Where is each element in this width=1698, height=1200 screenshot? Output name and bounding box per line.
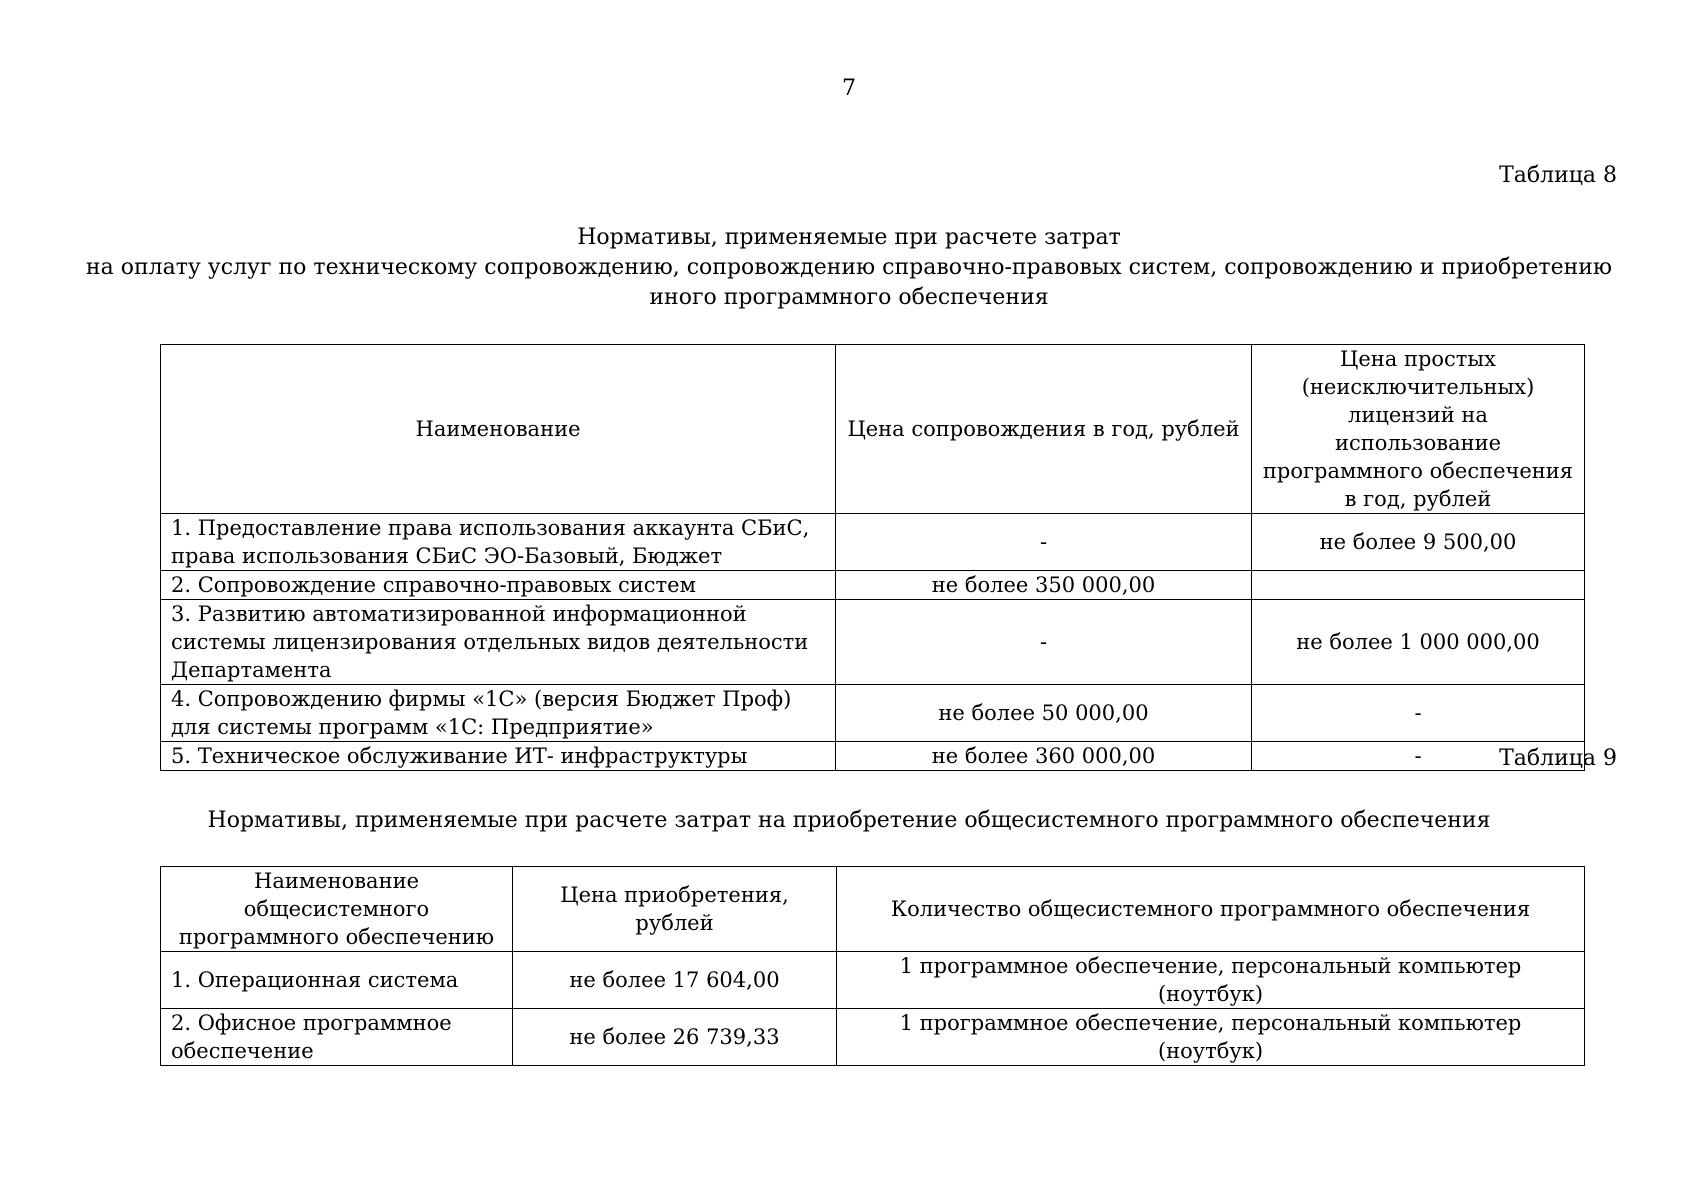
table8-header-support-price: Цена сопровождения в год, рублей — [836, 345, 1252, 514]
row-support-price: - — [836, 514, 1252, 571]
row-name: 2. Сопровождение справочно-правовых систем — [161, 571, 836, 600]
table9-header-row — [161, 867, 1585, 952]
row-name: 4. Сопровождению фирмы «1С» (версия Бюджет Проф) для системы программ «1С: Предприятие» — [161, 685, 836, 742]
row-license-price: не более 9 500,00 — [1252, 514, 1585, 571]
row-name: 5. Техническое обслуживание ИТ- инфраструктуры — [161, 742, 836, 771]
row-support-price: - — [836, 600, 1252, 685]
row-support-price: не более 50 000,00 — [836, 685, 1252, 742]
row-license-price: - — [1252, 742, 1585, 771]
table-row — [161, 952, 1585, 1009]
row-support-price: не более 350 000,00 — [836, 571, 1252, 600]
row-license-price — [1252, 571, 1585, 600]
table8-label: Таблица 8 — [1499, 163, 1617, 188]
table8-header-row — [161, 345, 1585, 514]
table-row — [161, 742, 1585, 771]
table-row — [161, 685, 1585, 742]
table-row — [161, 571, 1585, 600]
row-quantity: 1 программное обеспечение, персональный компьютер (ноутбук) — [837, 952, 1585, 1009]
table-row — [161, 600, 1585, 685]
table8-header-license-price: Цена простых (неисключительных) лицензий на использование программного обеспечения в год, рублей — [1252, 345, 1585, 514]
row-name: 1. Операционная система — [161, 952, 513, 1009]
table9-header-name: Наименование общесистемного программного обеспечению — [161, 867, 513, 952]
row-name: 3. Развитию автоматизированной информационной системы лицензирования отдельных видов деятельности Департамента — [161, 600, 836, 685]
row-license-price: - — [1252, 685, 1585, 742]
table8-title — [0, 223, 1698, 313]
row-license-price: не более 1 000 000,00 — [1252, 600, 1585, 685]
table9-header-price: Цена приобретения, рублей — [513, 867, 837, 952]
table8-title-line: иного программного обеспечения — [649, 285, 1049, 310]
table-row — [161, 1009, 1585, 1066]
row-quantity: 1 программное обеспечение, персональный компьютер (ноутбук) — [837, 1009, 1585, 1066]
table9-label: Таблица 9 — [1499, 746, 1617, 771]
row-price: не более 17 604,00 — [513, 952, 837, 1009]
table8 — [160, 344, 1585, 771]
table8-title-line: Нормативы, применяемые при расчете затрат — [577, 225, 1121, 250]
row-name: 1. Предоставление права использования аккаунта СБиС, права использования СБиС ЭО-Базовый, Бюджет — [161, 514, 836, 571]
table-row — [161, 514, 1585, 571]
table9-title: Нормативы, применяемые при расчете затрат на приобретение общесистемного программного обеспечения — [207, 808, 1491, 833]
page-number: 7 — [842, 76, 856, 101]
table9-header-quantity: Количество общесистемного программного обеспечения — [837, 867, 1585, 952]
table9 — [160, 866, 1585, 1066]
table8-title-line: на оплату услуг по техническому сопровождению, сопровождению справочно-правовых систем, сопровождению и приобретению — [85, 255, 1613, 280]
table8-header-name: Наименование — [161, 345, 836, 514]
row-name: 2. Офисное программное обеспечение — [161, 1009, 513, 1066]
row-support-price: не более 360 000,00 — [836, 742, 1252, 771]
row-price: не более 26 739,33 — [513, 1009, 837, 1066]
